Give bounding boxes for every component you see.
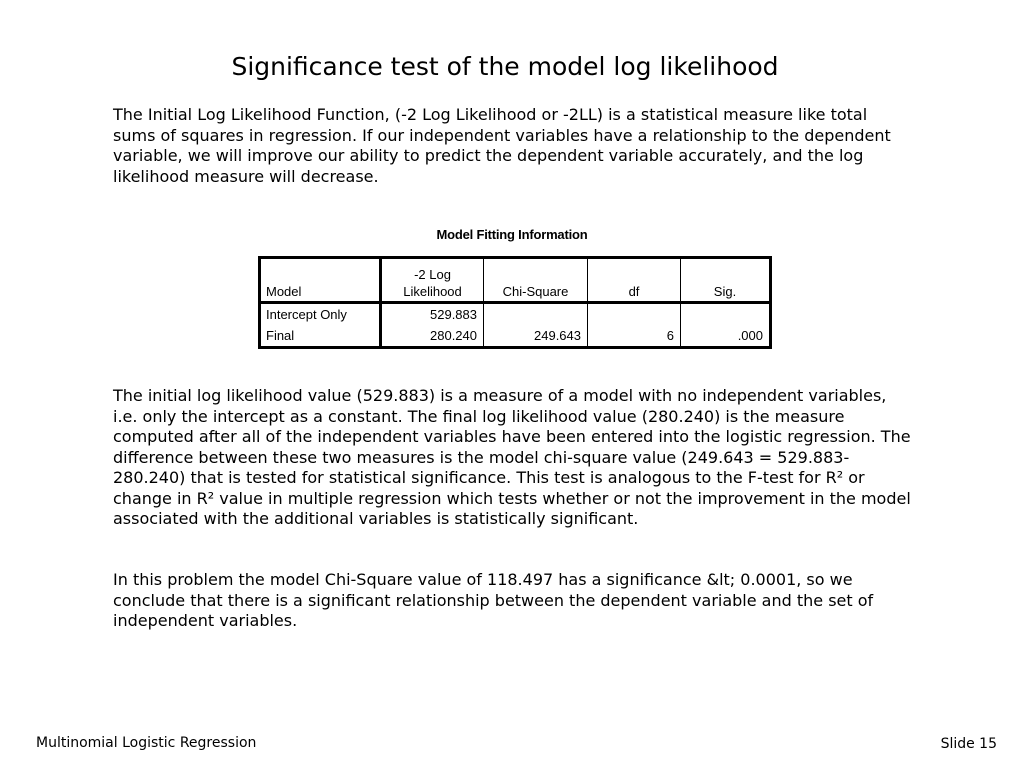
header-ll-line2: Likelihood	[403, 284, 462, 299]
row-chi-value: 249.643	[484, 325, 588, 348]
table-row	[260, 325, 771, 348]
row-sig-value	[681, 303, 771, 326]
row-chi-value	[484, 303, 588, 326]
header-log-likelihood	[381, 258, 484, 303]
header-sig: Sig.	[681, 258, 771, 303]
intro-paragraph: The Initial Log Likelihood Function, (-2 Log Likelihood or -2LL) is a statistical measure like total sums of squares in regression. If our independent variables have a relationship to the dependent variable, we will improve our ability to predict the dependent variable accurately, and the log likelihood measure will decrease.	[113, 105, 891, 186]
header-df: df	[588, 258, 681, 303]
row-model-label: Intercept Only	[260, 303, 381, 326]
row-df-value	[588, 303, 681, 326]
row-model-label: Final	[260, 325, 381, 348]
row-df-value: 6	[588, 325, 681, 348]
slide-title: Significance test of the model log likelihood	[231, 52, 779, 81]
conclusion-paragraph: In this problem the model Chi-Square value of 118.497 has a significance &lt; 0.0001, so we conclude that there is a significant relationship between the dependent variable and the set of independent variables.	[113, 570, 874, 630]
row-ll-value: 280.240	[381, 325, 484, 348]
model-fitting-table	[258, 256, 772, 349]
table-header-row	[260, 258, 771, 303]
row-sig-value: .000	[737, 328, 763, 343]
header-model: Model	[260, 258, 381, 303]
footer-slide-number: Slide 15	[940, 736, 997, 752]
table-caption: Model Fitting Information	[436, 227, 588, 242]
table-row	[260, 303, 771, 326]
explanation-paragraph: The initial log likelihood value (529.883) is a measure of a model with no independent variables, i.e. only the intercept as a constant. The final log likelihood value (280.240) is the measure computed after all of the independent variables have been entered into the logistic regression. The difference between these two measures is the model chi-square value (249.643 = 529.883- 280.240) that is tested for statistical significance. This test is analogous to the F-test for R² or change in R² value in multiple regression which tests whether or not the improvement in the model associated with the additional variables is statistically significant.	[113, 386, 911, 528]
header-ll-line1: -2 Log	[414, 267, 451, 282]
row-ll-value: 529.883	[381, 303, 484, 326]
header-chi-square: Chi-Square	[484, 258, 588, 303]
footer-presentation-title: Multinomial Logistic Regression	[36, 735, 257, 751]
